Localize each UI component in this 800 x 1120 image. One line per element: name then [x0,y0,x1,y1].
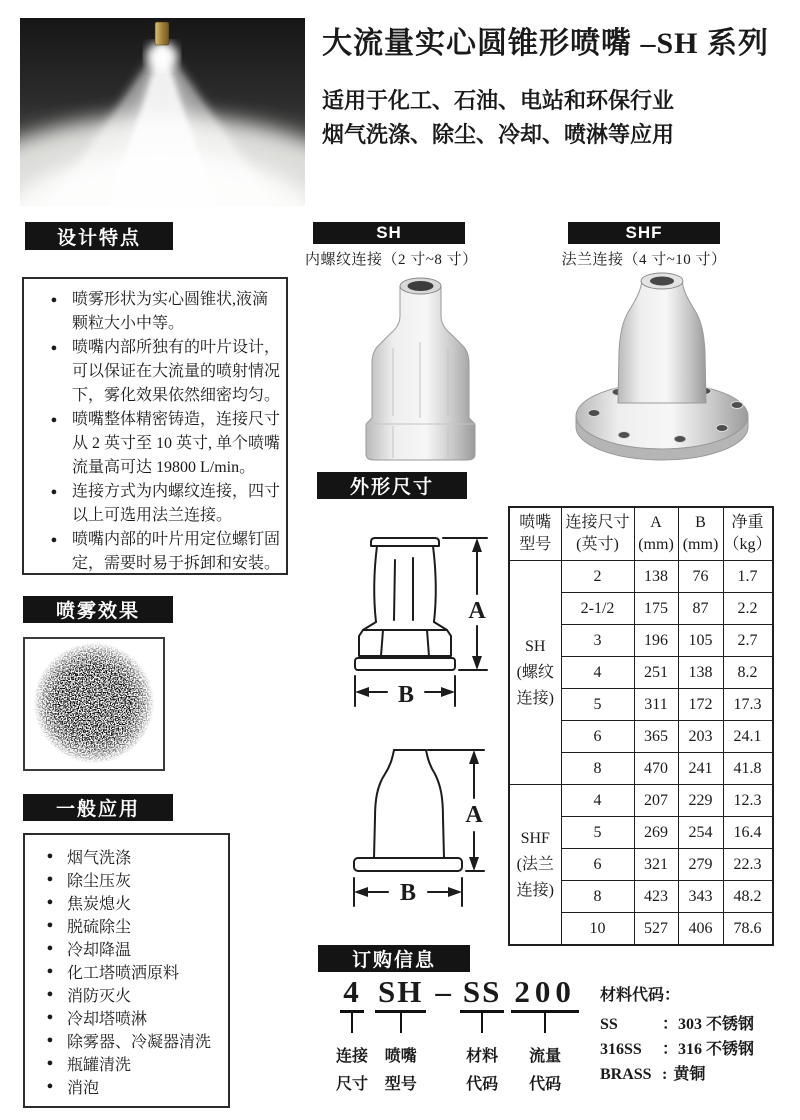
materials-heading: 材料代码： [600,987,681,1004]
col-header-dim-a: A (mm) [634,507,678,561]
material-separator: : [662,1066,668,1083]
table-cell: 2-1/2 [561,593,634,625]
dim-label-a: A [465,802,483,828]
bullet-icon: ● [46,1034,54,1046]
table-cell: 172 [678,689,723,721]
application-text: 烟气洗涤 [67,850,132,867]
product-header-sh: SH [313,222,465,244]
code-part-material [460,974,504,1099]
bullet-icon: ● [46,1011,54,1023]
table-cell: 241 [678,753,723,785]
material-separator: ： [662,1041,679,1058]
table-header-row [509,507,773,561]
table-cell: 16.4 [723,817,773,849]
code-material: SS [460,974,504,1013]
application-item [33,1075,228,1098]
subtitle-line-1: 适用于化工、石油、电站和环保行业 [322,88,675,113]
table-row [509,561,773,593]
application-item [33,845,228,868]
table-cell: 423 [634,881,678,913]
application-item [33,1052,228,1075]
feature-item [36,336,280,408]
table-cell: 207 [634,785,678,817]
feature-item [36,408,280,480]
code-model-label: 喷嘴 型号 [384,1048,417,1093]
table-cell: 10 [561,913,634,946]
table-cell: 12.3 [723,785,773,817]
code-flow: 200 [511,974,579,1013]
dim-label-a: A [468,598,486,624]
application-text: 化工塔喷洒原料 [67,965,180,982]
material-code: BRASS [600,1066,652,1083]
material-name: 303 不锈钢 [678,1016,755,1033]
feature-text: 喷雾形状为实心圆锥状,液滴颗粒大小中等。 [72,291,269,332]
table-cell: 343 [678,881,723,913]
application-item [33,1029,228,1052]
table-cell: 2.2 [723,593,773,625]
application-item [33,868,228,891]
col-header-dim-b: B (mm) [678,507,723,561]
application-text: 瓶罐清洗 [67,1057,132,1074]
section-header-spray-effect: 喷雾效果 [23,596,173,623]
ordering-code-diagram [336,974,586,1099]
materials-legend [600,984,796,1087]
feature-item [36,480,280,528]
table-cell: 406 [678,913,723,946]
product-header-shf: SHF [568,222,720,244]
code-flow-label: 流量 代码 [529,1048,562,1093]
table-cell: 5 [561,689,634,721]
application-text: 除雾器、冷凝器清洗 [67,1034,212,1051]
table-cell: 78.6 [723,913,773,946]
code-size: 4 [340,974,364,1013]
design-features-box [22,277,288,575]
application-item [33,1006,228,1029]
application-text: 冷却降温 [67,942,132,959]
spray-pattern-box [23,637,165,771]
code-size-label: 连接 尺寸 [336,1048,369,1093]
material-item [600,1062,796,1087]
table-cell: 24.1 [723,721,773,753]
table-cell: 1.7 [723,561,773,593]
table-cell: 321 [634,849,678,881]
feature-text: 喷嘴内部的叶片用定位螺钉固定，需要时易于拆卸和安装。 [72,531,281,572]
application-item [33,960,228,983]
dimension-drawing-flanged [322,740,497,908]
table-cell: 2.7 [723,625,773,657]
dim-label-b: B [397,682,415,708]
dimension-drawing-threaded [325,530,495,728]
section-header-design: 设计特点 [25,222,173,250]
table-row [509,785,773,817]
spray-pattern-image [25,639,163,769]
section-header-dimensions: 外形尺寸 [317,472,467,499]
table-cell: 105 [678,625,723,657]
leader-line [400,1013,402,1033]
table-cell: 2 [561,561,634,593]
table-cell: 279 [678,849,723,881]
bullet-icon: ● [46,1080,54,1092]
table-cell: 175 [634,593,678,625]
bullet-icon: ● [46,850,54,862]
shf-nozzle-photo [562,263,762,468]
sh-nozzle-photo [348,272,493,464]
page-title: 大流量实心圆锥形喷嘴 –SH 系列 [322,27,770,60]
page-subtitle [322,84,792,152]
table-cell: 4 [561,657,634,689]
table-cell: 4 [561,785,634,817]
section-header-applications: 一般应用 [23,794,173,821]
leader-line [544,1013,546,1033]
material-item [600,1012,796,1037]
table-cell: 22.3 [723,849,773,881]
product-caption-shf: 法兰连接（4 寸~10 寸） [561,252,727,268]
material-item [600,1037,796,1062]
table-cell: 251 [634,657,678,689]
bullet-icon: ● [50,486,58,498]
table-cell: 229 [678,785,723,817]
feature-item [36,288,280,336]
leader-line [481,1013,483,1033]
material-name: 黄铜 [673,1066,706,1083]
application-text: 消防灭火 [67,988,132,1005]
table-cell: 8 [561,753,634,785]
application-item [33,891,228,914]
spec-table [508,506,774,946]
application-text: 除尘压灰 [67,873,132,890]
material-code: SS [600,1016,618,1033]
table-cell: 196 [634,625,678,657]
application-item [33,914,228,937]
table-cell: 365 [634,721,678,753]
feature-text: 喷嘴内部所独有的叶片设计，可以保证在大流量的喷射情况下，雾化效果依然细密均匀。 [72,339,281,404]
table-cell: 8 [561,881,634,913]
application-item [33,937,228,960]
col-header-weight: 净重 （kg） [723,507,773,561]
table-cell: 138 [634,561,678,593]
product-caption-sh: 内螺纹连接（2 寸~8 寸） [305,252,478,268]
dim-label-b: B [399,880,417,906]
bullet-icon: ● [46,1057,54,1069]
application-text: 脱硫除尘 [67,919,132,936]
application-item [33,983,228,1006]
table-cell: 254 [678,817,723,849]
bullet-icon: ● [46,988,54,1000]
table-cell: 8.2 [723,657,773,689]
table-cell: 470 [634,753,678,785]
applications-box [23,833,230,1108]
bullet-icon: ● [46,942,54,954]
subtitle-line-2: 烟气洗涤、除尘、冷却、喷淋等应用 [322,122,675,147]
table-cell: 87 [678,593,723,625]
col-header-model: 喷嘴 型号 [509,507,561,561]
table-cell: 527 [634,913,678,946]
code-part-flow [511,974,579,1099]
bullet-icon: ● [46,965,54,977]
bullet-icon: ● [50,294,58,306]
bullet-icon: ● [50,342,58,354]
model-cell-shf: SHF (法兰 连接) [509,785,561,946]
table-cell: 76 [678,561,723,593]
bullet-icon: ● [50,534,58,546]
bullet-icon: ● [46,919,54,931]
table-cell: 6 [561,849,634,881]
table-cell: 269 [634,817,678,849]
table-cell: 5 [561,817,634,849]
code-part-size [336,974,368,1099]
code-model: SH [375,974,426,1013]
spray-photo [20,18,305,206]
section-header-ordering: 订购信息 [318,945,470,972]
material-code: 316SS [600,1041,642,1058]
table-cell: 3 [561,625,634,657]
feature-text: 喷嘴整体精密铸造，连接尺寸从 2 英寸至 10 英寸, 单个喷嘴流量高可达 19800 L/min。 [72,411,281,476]
col-header-connection-size: 连接尺寸 (英寸) [561,507,634,561]
application-text: 消泡 [67,1080,100,1097]
bullet-icon: ● [50,414,58,426]
bullet-icon: ● [46,873,54,885]
table-cell: 48.2 [723,881,773,913]
application-text: 焦炭熄火 [67,896,132,913]
feature-item [36,528,280,576]
code-part-model [375,974,426,1099]
code-material-label: 材料 代码 [466,1048,499,1093]
material-name: 316 不锈钢 [678,1041,755,1058]
material-separator: ： [662,1016,679,1033]
leader-line [351,1013,353,1033]
table-cell: 41.8 [723,753,773,785]
table-cell: 138 [678,657,723,689]
bullet-icon: ● [46,896,54,908]
table-cell: 17.3 [723,689,773,721]
application-text: 冷却塔喷淋 [67,1011,148,1028]
table-cell: 203 [678,721,723,753]
code-dash: – [435,974,451,1009]
feature-text: 连接方式为内螺纹连接，四寸以上可选用法兰连接。 [72,483,281,524]
table-cell: 6 [561,721,634,753]
table-cell: 311 [634,689,678,721]
model-cell-sh: SH (螺纹 连接) [509,561,561,785]
